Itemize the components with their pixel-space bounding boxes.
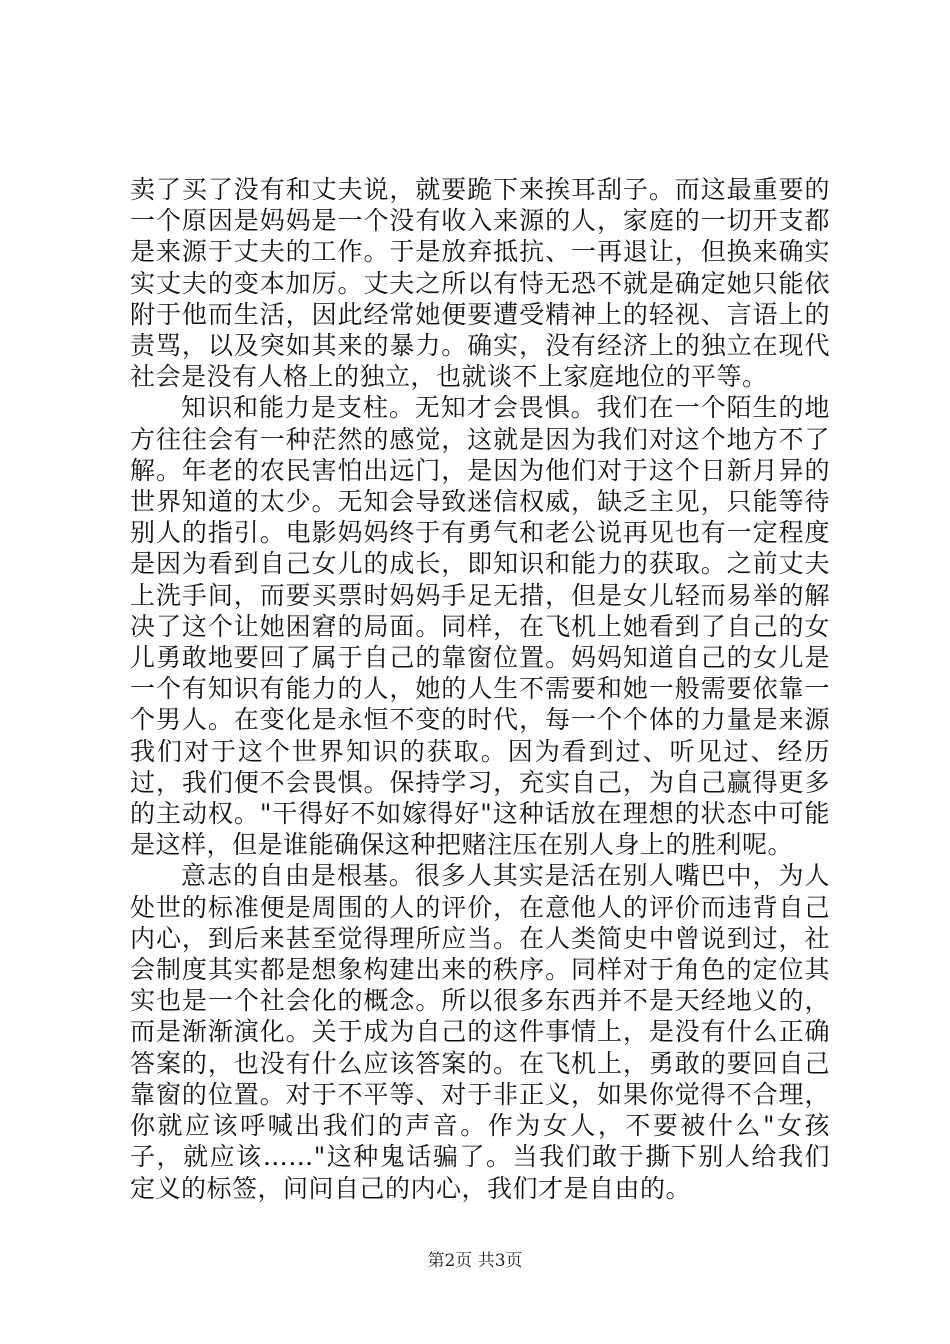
body-text <box>130 174 830 1204</box>
paragraph-continuation: 卖了买了没有和丈夫说，就要跪下来挨耳刮子。而这最重要的一个原因是妈妈是一个没有收入来源的人，家庭的一切开支都是来源于丈夫的工作。于是放弃抵抗、一再退让，但换来确实实丈夫的变本加厉。丈夫之所以有恃无恐不就是确定她只能依附于他而生活，因此经常她便要遭受精神上的轻视、言语上的责骂，以及突如其来的暴力。确实，没有经济上的独立在现代社会是没有人格上的独立，也就谈不上家庭地位的平等。 <box>130 175 830 392</box>
page-number-footer: 第2页 共3页 <box>427 1251 523 1271</box>
paragraph-freedom: 意志的自由是根基。很多人其实是活在别人嘴巴中，为人处世的标准便是周围的人的评价，在意他人的评价而违背自己内心，到后来甚至觉得理所应当。在人类简史中曾说到过，社会制度其实都是想象构建出来的秩序。同样对于角色的定位其实也是一个社会化的概念。所以很多东西并不是天经地义的，而是渐渐演化。关于成为自己的这件事情上，是没有什么正确答案的，也没有什么应该答案的。在飞机上，勇敢的要回自己靠窗的位置。对于不平等、对于非正义，如果你觉得不合理，你就应该呼喊出我们的声音。作为女人，不要被什么"女孩子，就应该……"这种鬼话骗了。当我们敢于撕下别人给我们定义的标签，问问自己的内心，我们才是自由的。 <box>130 861 830 1203</box>
paragraph-knowledge: 知识和能力是支柱。无知才会畏惧。我们在一个陌生的地方往往会有一种茫然的感觉，这就是因为我们对这个地方不了解。年老的农民害怕出远门，是因为他们对于这个日新月异的世界知道的太少。无知会导致迷信权威，缺乏主见，只能等待别人的指引。电影妈妈终于有勇气和老公说再见也有一定程度是因为看到自己女儿的成长，即知识和能力的获取。之前丈夫上洗手间，而要买票时妈妈手足无措，但是女儿轻而易举的解决了这个让她困窘的局面。同样，在飞机上她看到了自己的女儿勇敢地要回了属于自己的靠窗位置。妈妈知道自己的女儿是一个有知识有能力的人，她的人生不需要和她一般需要依靠一个男人。在变化是永恒不变的时代，每一个个体的力量是来源我们对于这个世界知识的获取。因为看到过、听见过、经历过，我们便不会畏惧。保持学习，充实自己，为自己赢得更多的主动权。"干得好不如嫁得好"这种话放在理想的状态中可能是这样，但是谁能确保这种把赌注压在别人身上的胜利呢。 <box>130 393 830 860</box>
